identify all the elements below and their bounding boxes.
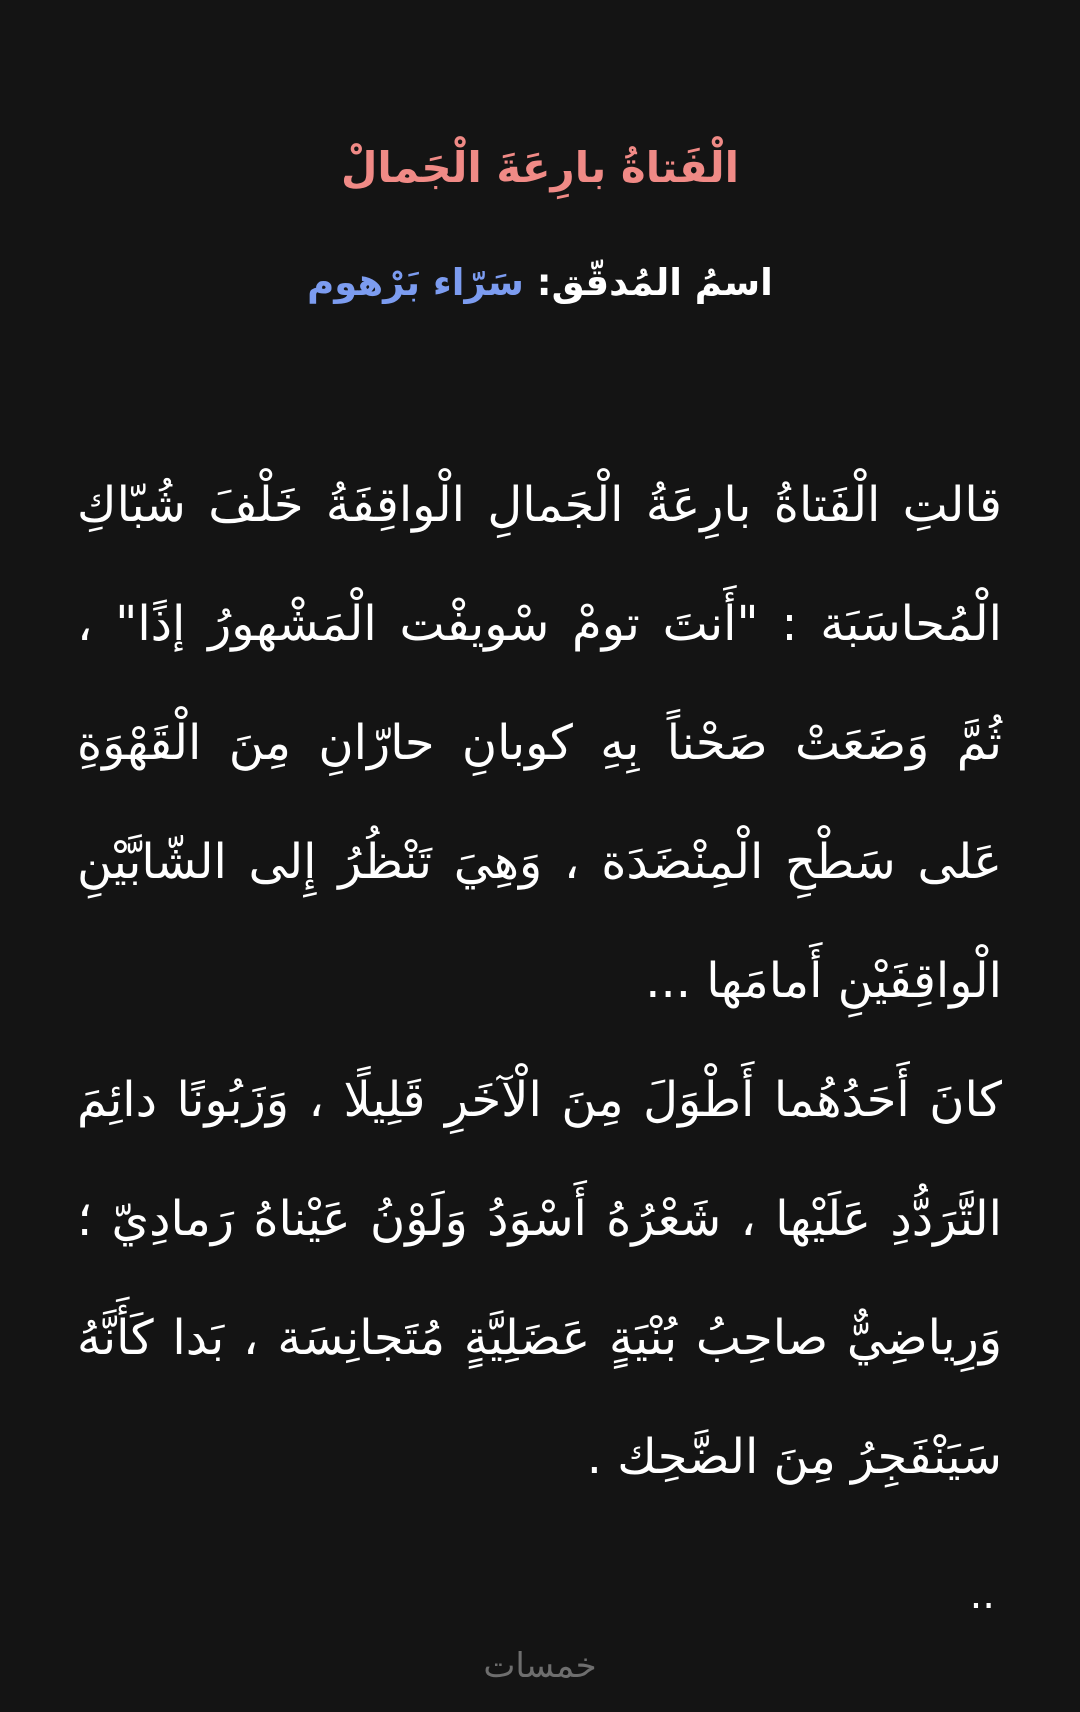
story-body [77, 446, 1002, 1517]
proofreader-line [0, 248, 1080, 318]
proofreader-name: سَرّاء بَرْهوم [307, 261, 524, 304]
story-title-text: الْفَتاةُ بارِعَةَ الْجَمالْ [340, 143, 740, 192]
paragraph-2: كانَ أَحَدُهُما أَطْوَلَ مِنَ الْآخَرِ قَلِيلًا ، وَزَبُونًا دائِمَ التَّرَدُّدِ عَلَيْها ، شَعْرُهُ أَسْوَدُ وَلَوْنُ عَيْناهُ رَمادِيّ ؛ وَرِياضِيٌّ صاحِبُ بُنْيَةٍ عَضَلِيَّةٍ مُتَجانِسَة ، بَدا كَأَنَّهُ سَيَنْفَجِرُ مِنَ الضَّحِك . [77, 1072, 1002, 1485]
paragraph-1: قالتِ الْفَتاةُ بارِعَةُ الْجَمالِ الْواقِفَةُ خَلْفَ شُبّاكِ الْمُحاسَبَة : "أَنتَ تومْ سْويفْت الْمَشْهورُ إذًا" ، ثُمَّ وَضَعَتْ صَحْناً بِهِ كوبانِ حارّانِ مِنَ الْقَهْوَةِ عَلى سَطْحِ الْمِنْضَدَة ، وَهِيَ تَنْظُرُ إِلى الشّابَّيْنِ الْواقِفَيْنِ أَمامَها ... [77, 477, 1002, 1009]
proofreader-label: اسمُ المُدقّق: [523, 261, 773, 304]
story-title [0, 128, 1080, 208]
continuation-dots: .. [969, 1572, 995, 1618]
khamsat-logo: خمسات [483, 1646, 597, 1686]
